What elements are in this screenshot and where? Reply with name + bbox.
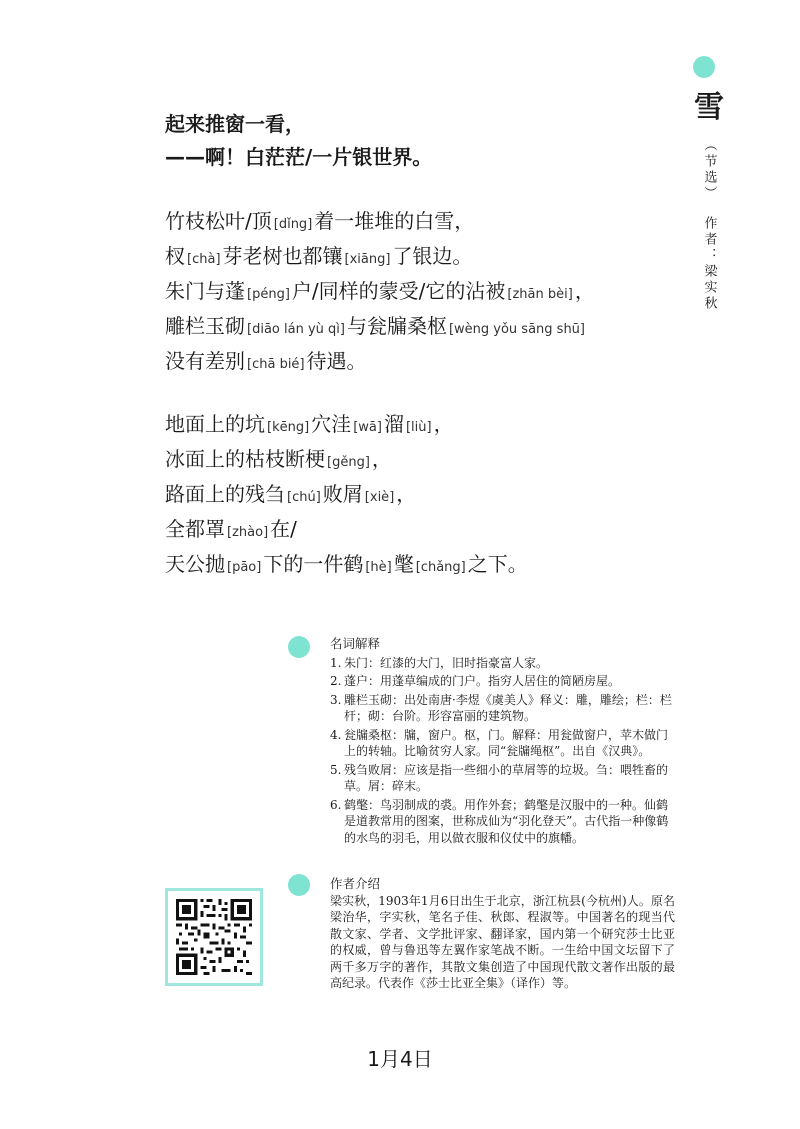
pinyin: [ hè ] — [365, 560, 391, 575]
pinyin: [ diāo lán yù qì ] — [247, 322, 345, 337]
poem-line: 全都罩[ zhào ] 在/ — [165, 512, 528, 547]
poem-stanza-1 — [165, 204, 595, 379]
glossary-item: 2. 蓬户：用蓬草编成的门户。指穷人居住的简陋房屋。 — [330, 674, 621, 688]
pinyin: [ liù ] — [406, 420, 432, 435]
poem-line: 地面上的坑[ kēng ] 穴洼[ wā ] 溜[ liù ] ， — [165, 407, 528, 442]
glossary-item: 3. 雕栏玉砌：出处南唐·李煜《虞美人》释义：雕，雕绘；栏：栏杆；砌：台阶。形容富丽的建筑物。 — [330, 692, 672, 723]
glossary-heading: 名词解释 — [330, 636, 381, 651]
pinyin: [chà ] — [187, 252, 221, 267]
glossary — [330, 636, 675, 848]
pinyin: [ pāo ] — [227, 560, 261, 575]
pinyin: [ wā ] — [353, 420, 382, 435]
bio-dot-decoration — [288, 874, 310, 896]
pinyin: [ zhān bèi ] — [507, 287, 572, 302]
poem-line: 冰面上的枯枝断梗[ gěng ] ， — [165, 442, 528, 477]
pinyin: [ xiè ] — [365, 490, 394, 505]
author-line: 作者：梁实秋 — [701, 216, 717, 312]
poem-intro — [165, 108, 432, 174]
poem-line: 朱门与蓬[ péng ] 户/同样的蒙受/它的沾被[ zhān bèi ] ， — [165, 274, 595, 309]
bio-heading: 作者介绍 — [330, 876, 381, 891]
title-column — [692, 90, 726, 312]
poem-line: 没有差别[ chā bié ] 待遇。 — [165, 344, 595, 379]
qr-code-frame[interactable] — [165, 888, 263, 986]
pinyin: [ xiāng ] — [345, 252, 391, 267]
author-bio — [330, 876, 675, 992]
poem-line: 雕栏玉砌[ diāo lán yù qì ] 与瓮牖桑枢[ wèng yǒu sāng shū ] — [165, 309, 595, 344]
pinyin: [ péng ] — [247, 287, 290, 302]
glossary-item: 1. 朱门：红漆的大门，旧时指豪富人家。 — [330, 655, 549, 670]
intro-line: ——啊！白茫茫/一片银世界。 — [165, 145, 433, 169]
bio-text: 梁实秋，1903年1月6日出生于北京，浙江杭县(今杭州)人。原名梁治华，字实秋，笔名子佳、秋郎、程淑等。中国著名的现当代散文家、学者、文学批评家、翻译家，国内第一个研究莎士比亚的权威，曾与鲁迅等左翼作家笔战不断。一生给中国文坛留下了两千多万字的著作，其散文集创造了中国现代散文著作出版的最高纪录。代表作《莎士比亚全集》（译作）等。 — [330, 893, 675, 990]
page-title: 雪 — [694, 90, 724, 125]
title-dot-decoration — [693, 56, 715, 78]
pinyin: [ wèng yǒu sāng shū ] — [449, 322, 585, 337]
poem-stanza-2 — [165, 407, 528, 582]
glossary-item: 6. 鹤氅：鸟羽制成的裘。用作外套；鹤氅是汉服中的一种。仙鹤是道教常用的图案，世称成仙为“羽化登天”。古代指一种像鹤的水鸟的羽毛，用以做衣服和仪仗中的旗幡。 — [330, 797, 669, 845]
qr-code-icon[interactable] — [176, 899, 252, 975]
pinyin: [ gěng ] — [327, 455, 370, 470]
glossary-item: 5. 残刍败屑：应该是指一些细小的草屑等的垃圾。刍：喂牲畜的草。屑：碎末。 — [330, 762, 669, 793]
intro-line: 起来推窗一看， — [165, 112, 305, 136]
pinyin: [ kēng ] — [267, 420, 309, 435]
poem-line: 杈[chà ] 芽老树也都镶[ xiāng ] 了银边。 — [165, 239, 595, 274]
pinyin: [ chǎng ] — [416, 560, 466, 575]
pinyin: [ chā bié ] — [247, 357, 305, 372]
glossary-item: 4. 瓮牖桑枢：牖，窗户。枢，门。解释：用瓮做窗户，苹木做门上的转轴。比喻贫穷人家。同“瓮牖绳枢”。出自《汉典》。 — [330, 727, 669, 758]
pinyin: [ chú ] — [287, 490, 321, 505]
poem-line: 竹枝松叶/顶[ dǐng ] 着一堆堆的白雪， — [165, 204, 595, 239]
glossary-dot-decoration — [288, 636, 310, 658]
poem-line: 路面上的残刍[ chú ] 败屑[ xiè ] ， — [165, 477, 528, 512]
page-date: 1月4日 — [367, 1047, 433, 1071]
pinyin: [ dǐng ] — [274, 217, 313, 232]
subtitle: （节选） — [701, 138, 717, 202]
pinyin: [ zhào ] — [227, 525, 268, 540]
poem-line: 天公抛[ pāo ] 下的一件鹤[ hè ] 氅[ chǎng ] 之下。 — [165, 547, 528, 582]
